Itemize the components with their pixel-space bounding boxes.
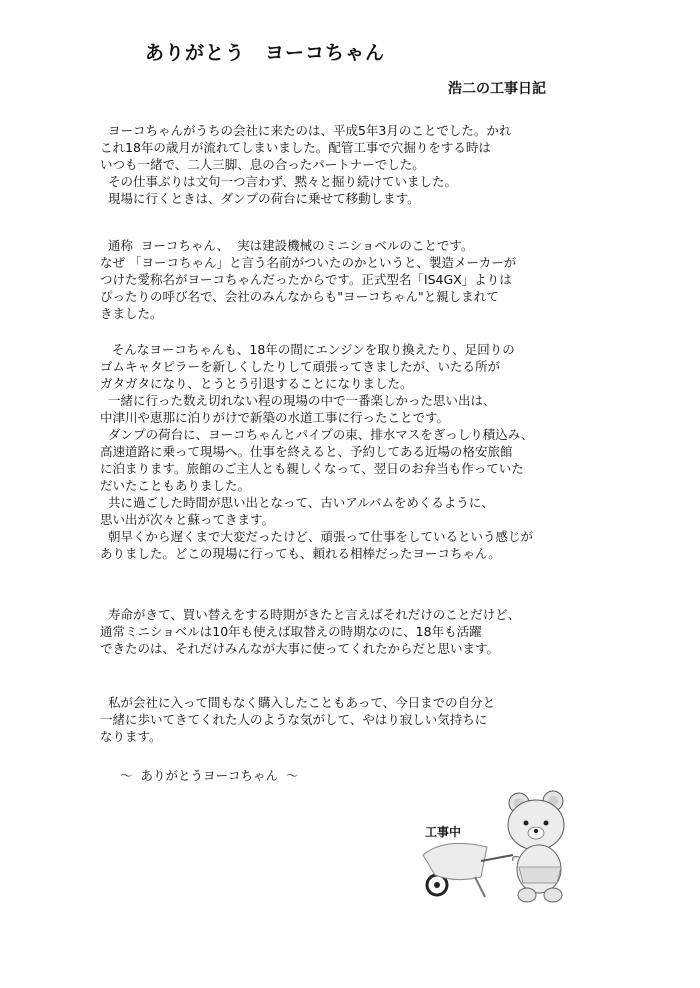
text-line: 思い出が次々と蘇ってきます。 — [100, 512, 275, 527]
text-line: 高速道路に乗って現場へ。仕事を終えると、予約してある近場の格安旅館 — [100, 444, 513, 459]
text-line: ガタガタになり、とうとう引退することになりました。 — [100, 376, 413, 391]
text-line: 中津川や恵那に泊りがけで新築の水道工事に行ったことです。 — [100, 410, 450, 425]
text-line: これ18年の歳月が流れてしまいました。配管工事で穴掘りをする時は — [100, 140, 491, 155]
under-construction-label: 工事中 — [425, 825, 462, 839]
text-line: ダンプの荷台に、ヨーコちゃんとパイプの束、排水マスをぎっしり積込み、 — [100, 427, 534, 442]
text-line: 一緒に歩いてきてくれた人のような気がして、やはり寂しい気持ちに — [100, 712, 488, 727]
text-line: 共に過ごした時間が思い出となって、古いアルバムをめくるように、 — [100, 495, 494, 510]
text-line: 一緒に行った数え切れない程の現場の中で一番楽しかった思い出は、 — [100, 393, 496, 408]
text-line: なります。 — [100, 729, 162, 744]
closing-line: ～ ありがとうヨーコちゃん ～ — [120, 768, 299, 783]
diary-subtitle: 浩二の工事日記 — [448, 81, 546, 97]
page-title: ありがとう ヨーコちゃん — [145, 42, 386, 64]
text-line: 私が会社に入って間もなく購入したこともあって、今日までの自分と — [100, 695, 496, 710]
text-line: きました。 — [100, 306, 163, 321]
text-line: に泊まります。旅館のご主人とも親しくなって、翌日のお弁当も作っていた — [100, 461, 524, 476]
bear-wheelbarrow-icon — [415, 785, 580, 915]
text-line: 通常ミニショベルは10年も使えば取替えの時期なのに、18年も活躍 — [100, 624, 482, 639]
text-line: その仕事ぶりは文句一つ言わず、黙々と掘り続けていました。 — [100, 174, 457, 189]
text-line: ぴったりの呼び名で、会社のみんなからも"ヨーコちゃん"と親しまれて — [100, 289, 499, 304]
text-line: そんなヨーコちゃんも、18年の間にエンジンを取り換えたり、足回りの — [100, 342, 515, 357]
paragraph-retirement — [100, 606, 580, 657]
text-line: つけた愛称名がヨーコちゃんだったからです。正式型名「IS4GX」よりは — [100, 272, 512, 287]
text-line: 現場に行くときは、ダンプの荷台に乗せて移動します。 — [100, 191, 420, 206]
paragraph-name-origin — [100, 237, 580, 322]
text-line: ゴムキャタピラーを新しくしたりして頑張ってきましたが、いたる所が — [100, 359, 501, 374]
text-line: できたのは、それだけみんなが大事に使ってくれたからだと思います。 — [100, 641, 500, 656]
text-line: 寿命がきて、買い替えをする時期がきたと言えばそれだけのことだけど、 — [100, 607, 521, 622]
text-line: ありました。どこの現場に行っても、頼れる相棒だったヨーコちゃん。 — [100, 546, 501, 561]
text-line: だいたこともありました。 — [100, 478, 251, 493]
text-line: なぜ 「ヨーコちゃん」と言う名前がついたのかというと、製造メーカーが — [100, 255, 517, 270]
paragraph-memories — [100, 341, 580, 562]
text-line: 通称 ヨーコちゃん、 実は建設機械のミニショベルのことです。 — [100, 238, 474, 253]
text-line: ヨーコちゃんがうちの会社に来たのは、平成5年3月のことでした。かれ — [100, 123, 512, 138]
text-line: 朝早くから遅くまで大変だったけど、頑張って仕事をしているという感じが — [100, 529, 533, 544]
text-line: いつも一緒で、二人三脚、息の合ったパートナーでした。 — [100, 157, 425, 172]
paragraph-feelings — [100, 694, 580, 745]
paragraph-intro — [100, 122, 580, 207]
